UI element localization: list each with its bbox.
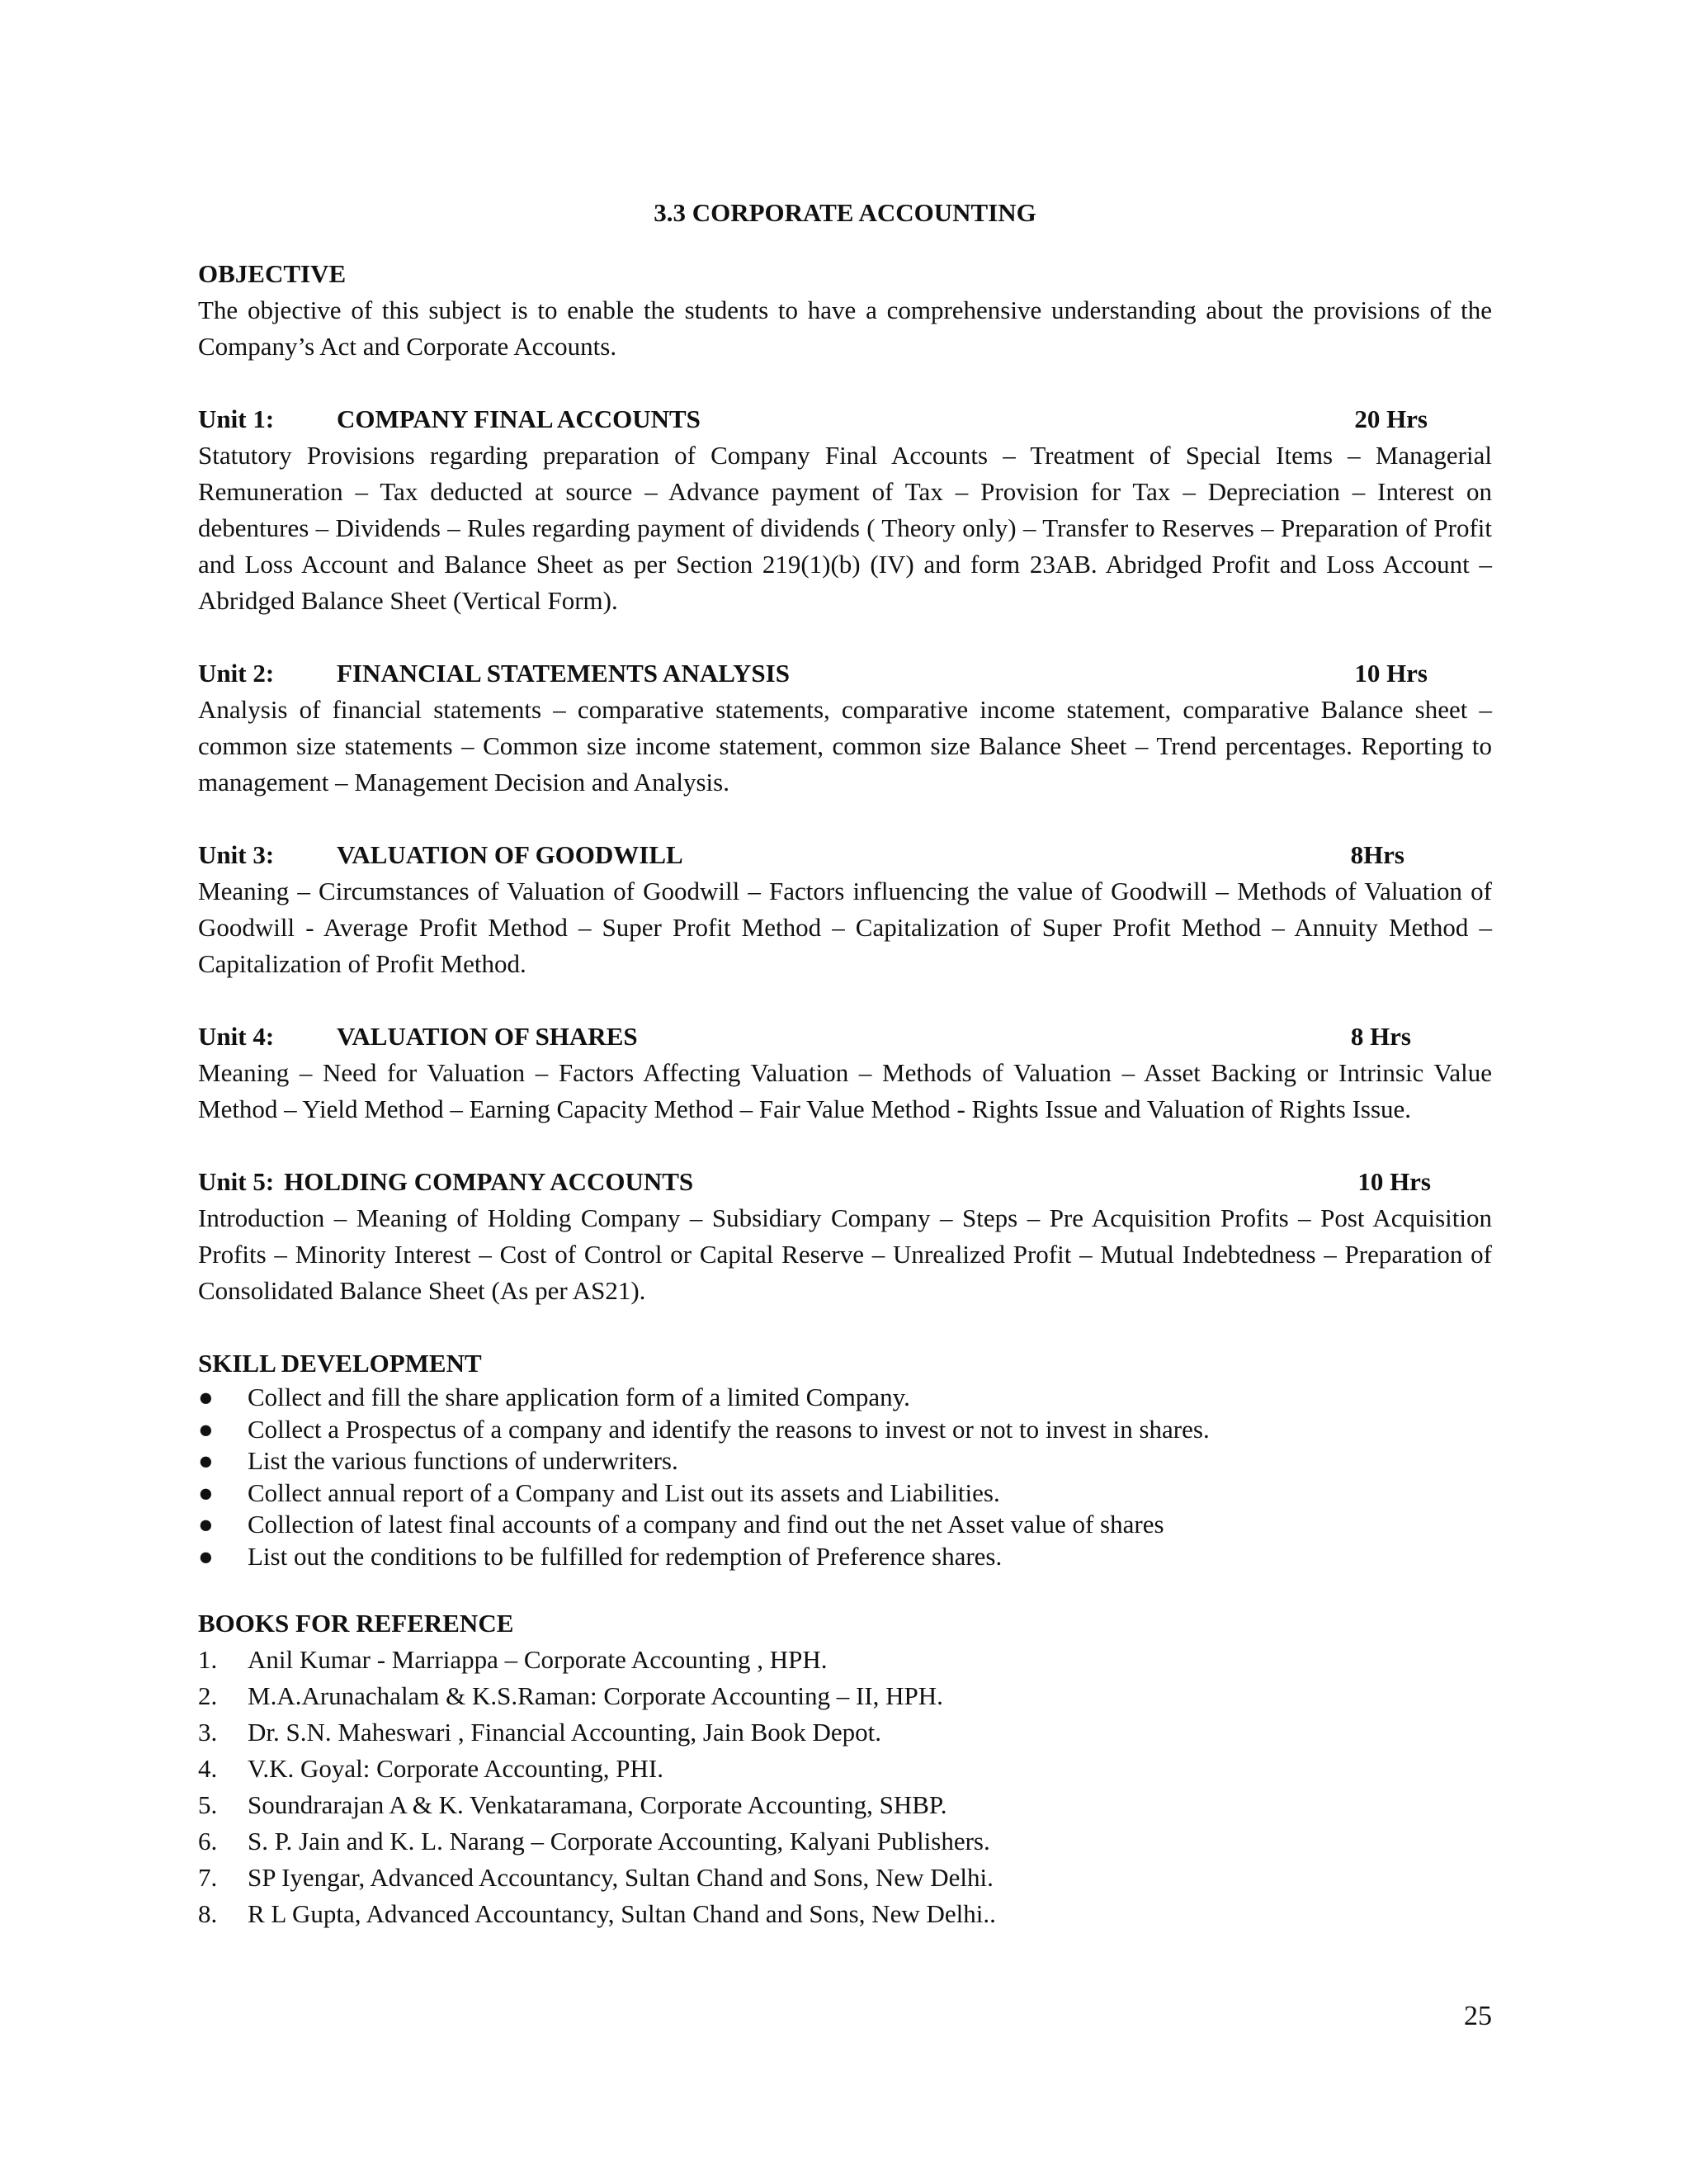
- skill-list-item: [198, 1509, 1492, 1541]
- unit-5-text: Introduction – Meaning of Holding Company – Subsidiary Company – Steps – Pre Acquisition Profits – Post Acquisition Profits – Minority Interest – Cost of Control or Capital Reserve – Unrealized Profit – Mutual Indebtedness – Preparation of Consolidated Balance Sheet (As per AS21).: [198, 1203, 1492, 1305]
- skill-item-text: Collect and fill the share application form of a limited Company.: [248, 1383, 910, 1411]
- book-list-item: [198, 1860, 1492, 1896]
- books-section: [198, 1605, 1492, 1932]
- bullet-icon: ●: [198, 1541, 214, 1571]
- unit-1-hours: 20 Hrs: [1354, 404, 1428, 433]
- skill-item-text: Collect a Prospectus of a company and identify the reasons to invest or not to invest in shares.: [248, 1414, 1210, 1444]
- unit-1-header: [198, 401, 1492, 437]
- skill-list-item: [198, 1414, 1492, 1446]
- skill-item-text: Collect annual report of a Company and List out its assets and Liabilities.: [248, 1477, 1000, 1507]
- skill-item-text: List out the conditions to be fulfilled for redemption of Preference shares.: [248, 1541, 1003, 1571]
- book-list-item: [198, 1751, 1492, 1787]
- bullet-icon: ●: [198, 1383, 214, 1411]
- skill-development-heading: SKILL DEVELOPMENT: [198, 1349, 482, 1378]
- unit-5-section: [198, 1164, 1492, 1309]
- book-text: M.A.Arunachalam & K.S.Raman: Corporate Accounting – II, HPH.: [248, 1681, 943, 1710]
- unit-4-label: Unit 4:: [198, 1022, 275, 1051]
- book-text: Dr. S.N. Maheswari , Financial Accounting, Jain Book Depot.: [248, 1718, 882, 1747]
- bullet-icon: ●: [198, 1477, 214, 1507]
- skill-list-item: [198, 1541, 1492, 1573]
- bullet-icon: ●: [198, 1446, 214, 1475]
- unit-2-label: Unit 2:: [198, 659, 275, 688]
- book-text: S. P. Jain and K. L. Narang – Corporate Accounting, Kalyani Publishers.: [248, 1827, 990, 1855]
- objective-heading: OBJECTIVE: [198, 259, 347, 288]
- unit-3-hours: 8Hrs: [1350, 840, 1404, 869]
- book-number: 3.: [198, 1718, 218, 1747]
- skill-item-text: Collection of latest final accounts of a company and find out the net Asset value of shares: [248, 1510, 1164, 1539]
- unit-2-title: FINANCIAL STATEMENTS ANALYSIS: [337, 659, 790, 688]
- unit-3-text: Meaning – Circumstances of Valuation of Goodwill – Factors influencing the value of Goodwill – Methods of Valuation of Goodwill - Average Profit Method – Super Profit Method – Capitalization of Super Profit Method – Annuity Method – Capitalization of Profit Method.: [198, 877, 1492, 978]
- book-text: V.K. Goyal: Corporate Accounting, PHI.: [248, 1754, 663, 1783]
- page-number: 25: [1464, 2001, 1492, 2031]
- book-number: 6.: [198, 1827, 218, 1855]
- unit-4-hours: 8 Hrs: [1350, 1022, 1411, 1051]
- book-text: Soundrarajan A & K. Venkataramana, Corporate Accounting, SHBP.: [248, 1790, 947, 1819]
- document-page: [198, 195, 1492, 1932]
- book-number: 1.: [198, 1645, 218, 1674]
- bullet-icon: ●: [198, 1510, 214, 1539]
- unit-1-text: Statutory Provisions regarding preparation of Company Final Accounts – Treatment of Special Items – Managerial Remuneration – Tax deducted at source – Advance payment of Tax – Provision for Tax – Depreciation – Interest on debentures – Dividends – Rules regarding payment of dividends ( Theory only) – Transfer to Reserves – Preparation of Profit and Loss Account and Balance Sheet as per Section 219(1)(b) (IV) and form 23AB. Abridged Profit and Loss Account – Abridged Balance Sheet (Vertical Form).: [198, 441, 1492, 615]
- books-heading: BOOKS FOR REFERENCE: [198, 1609, 514, 1638]
- objective-section: [198, 256, 1492, 365]
- unit-5-header: [198, 1164, 1492, 1200]
- unit-4-text: Meaning – Need for Valuation – Factors Affecting Valuation – Methods of Valuation – Asset Backing or Intrinsic Value Method – Yield Method – Earning Capacity Method – Fair Value Method - Rights Issue and Valuation of Rights Issue.: [198, 1058, 1492, 1123]
- book-list-item: [198, 1823, 1492, 1860]
- book-number: 8.: [198, 1899, 218, 1928]
- unit-5-label: Unit 5:: [198, 1167, 275, 1196]
- unit-3-section: [198, 837, 1492, 982]
- book-text: R L Gupta, Advanced Accountancy, Sultan Chand and Sons, New Delhi..: [248, 1899, 996, 1928]
- book-number: 2.: [198, 1681, 218, 1710]
- skill-list: [198, 1382, 1492, 1572]
- unit-2-text: Analysis of financial statements – comparative statements, comparative income statement, comparative Balance sheet – common size statements – Common size income statement, common size Balance Sheet – Trend percentages. Reporting to management – Management Decision and Analysis.: [198, 695, 1492, 797]
- unit-2-header: [198, 655, 1492, 692]
- book-number: 4.: [198, 1754, 218, 1783]
- book-list-item: [198, 1787, 1492, 1823]
- objective-text: The objective of this subject is to enable the students to have a comprehensive understanding about the provisions of the Company’s Act and Corporate Accounts.: [198, 295, 1492, 361]
- unit-4-section: [198, 1019, 1492, 1127]
- unit-4-title: VALUATION OF SHARES: [337, 1022, 638, 1051]
- bullet-icon: ●: [198, 1414, 214, 1444]
- skill-item-text: List the various functions of underwriters.: [248, 1446, 678, 1475]
- book-text: Anil Kumar - Marriappa – Corporate Accounting , HPH.: [248, 1645, 828, 1674]
- unit-1-section: [198, 401, 1492, 619]
- unit-4-header: [198, 1019, 1492, 1055]
- book-number: 5.: [198, 1790, 218, 1819]
- skill-list-item: [198, 1382, 1492, 1414]
- unit-5-title: HOLDING COMPANY ACCOUNTS: [284, 1167, 694, 1196]
- book-number: 7.: [198, 1863, 218, 1892]
- skill-list-item: [198, 1445, 1492, 1477]
- unit-3-label: Unit 3:: [198, 840, 275, 869]
- page-title: 3.3 CORPORATE ACCOUNTING: [654, 198, 1036, 227]
- unit-3-header: [198, 837, 1492, 873]
- book-list-item: [198, 1896, 1492, 1932]
- book-text: SP Iyengar, Advanced Accountancy, Sultan Chand and Sons, New Delhi.: [248, 1863, 994, 1892]
- skill-list-item: [198, 1477, 1492, 1510]
- unit-3-title: VALUATION OF GOODWILL: [337, 840, 683, 869]
- book-list-item: [198, 1714, 1492, 1751]
- unit-1-label: Unit 1:: [198, 404, 275, 433]
- books-list: [198, 1642, 1492, 1932]
- skill-development-section: [198, 1345, 1492, 1572]
- unit-2-section: [198, 655, 1492, 801]
- book-list-item: [198, 1642, 1492, 1678]
- unit-1-title: COMPANY FINAL ACCOUNTS: [337, 404, 701, 433]
- unit-2-hours: 10 Hrs: [1354, 659, 1428, 688]
- unit-5-hours: 10 Hrs: [1357, 1167, 1431, 1196]
- book-list-item: [198, 1678, 1492, 1714]
